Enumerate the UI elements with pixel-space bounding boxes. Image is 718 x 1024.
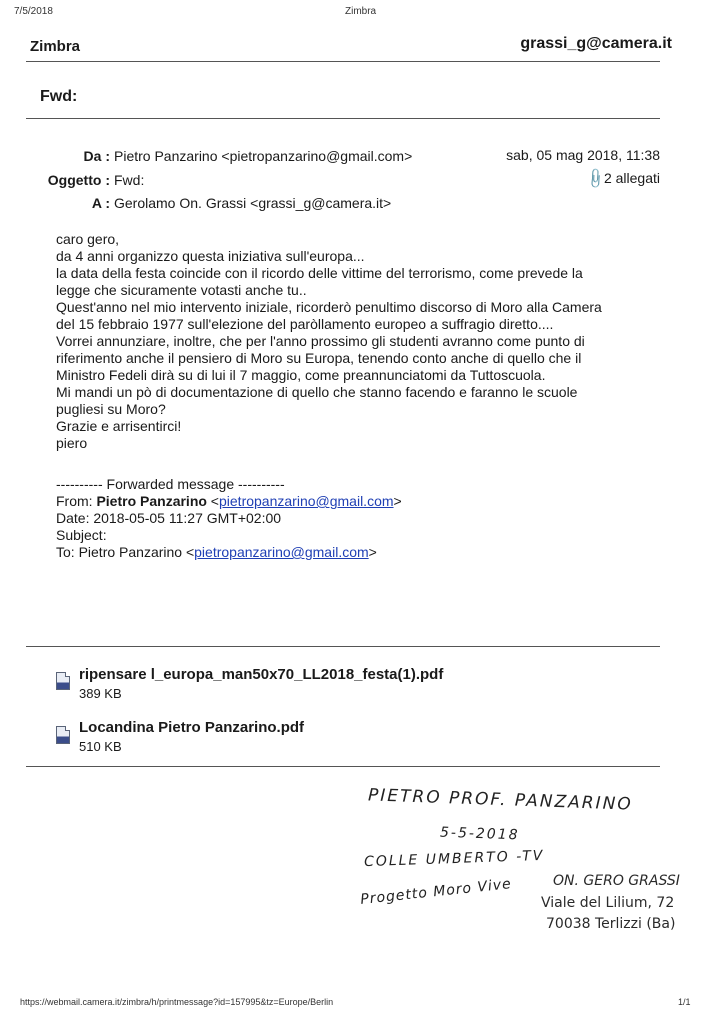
handwritten-project: Progetto Moro Vive bbox=[359, 876, 513, 908]
attachment-name-link[interactable]: ripensare l_europa_man50x70_LL2018_festa(1).pdf bbox=[79, 666, 444, 683]
header-divider bbox=[26, 61, 660, 62]
to-value: Gerolamo On. Grassi <grassi_g@camera.it> bbox=[114, 195, 392, 211]
body-line: caro gero, bbox=[56, 231, 120, 247]
body-line: Grazie e arrisentirci! bbox=[56, 418, 182, 434]
forwarded-to-close: > bbox=[368, 544, 377, 560]
forwarded-separator: ---------- Forwarded message ---------- bbox=[56, 476, 285, 492]
account-email: grassi_g@camera.it bbox=[520, 35, 672, 52]
body-line: Mi mandi un pò di documentazione di quello che stanno facendo e faranno le scuole bbox=[56, 384, 578, 400]
body-line: riferimento anche il pensiero di Moro su Europa, tenendo conto anche di quello che il bbox=[56, 350, 582, 366]
attachments-divider-top bbox=[26, 646, 660, 647]
print-date: 7/5/2018 bbox=[14, 6, 53, 17]
handwritten-date: 5-5-2018 bbox=[439, 824, 520, 844]
forwarded-from bbox=[56, 493, 402, 510]
attachment-name-link[interactable]: Locandina Pietro Panzarino.pdf bbox=[79, 719, 305, 736]
stamp-city: 70038 Terlizzi (Ba) bbox=[546, 916, 676, 932]
body-line: Ministro Fedeli dirà su di lui il 7 maggio, come preannunciatomi da Tuttoscuola. bbox=[56, 367, 546, 383]
forwarded-from-close: > bbox=[393, 493, 402, 509]
message-body bbox=[56, 231, 602, 452]
subject-label: Oggetto : bbox=[47, 172, 110, 188]
forwarded-from-label: From: bbox=[56, 493, 97, 509]
subject-title: Fwd: bbox=[40, 88, 78, 105]
pdf-file-icon bbox=[56, 726, 70, 744]
to-label: A : bbox=[91, 195, 110, 211]
forwarded-date: Date: 2018-05-05 11:27 GMT+02:00 bbox=[56, 510, 282, 526]
print-title: Zimbra bbox=[345, 6, 377, 17]
forwarded-from-name: Pietro Panzarino bbox=[96, 493, 207, 509]
body-line: pugliesi su Moro? bbox=[56, 401, 166, 417]
body-line: la data della festa coincide con il ricordo delle vittime del terrorismo, come prevede la bbox=[56, 265, 583, 281]
stamp-name: ON. GERO GRASSI bbox=[553, 873, 680, 889]
subject-value: Fwd: bbox=[114, 172, 145, 188]
stamp-street: Viale del Lilium, 72 bbox=[541, 895, 675, 911]
forwarded-to-email-link[interactable]: pietropanzarino@gmail.com bbox=[194, 544, 369, 560]
body-line: del 15 febbraio 1977 sull'elezione del paròllamento europeo a suffragio diretto.... bbox=[56, 316, 554, 332]
body-line: piero bbox=[56, 435, 88, 451]
forwarded-block bbox=[56, 476, 402, 561]
forwarded-to bbox=[56, 544, 402, 561]
from-value: Pietro Panzarino <pietropanzarino@gmail.com> bbox=[114, 148, 413, 164]
footer-page-number: 1/1 bbox=[678, 997, 691, 1007]
attachment-size: 510 KB bbox=[79, 739, 122, 754]
attachments-divider-bottom bbox=[26, 766, 660, 767]
from-label: Da : bbox=[83, 148, 110, 164]
body-line: da 4 anni organizzo questa iniziativa sull'europa... bbox=[56, 248, 365, 264]
handwritten-name: PIETRO PROF. PANZARINO bbox=[367, 785, 634, 815]
attachments-count: 2 allegati bbox=[603, 170, 660, 186]
subject-divider bbox=[26, 118, 660, 119]
forwarded-subject: Subject: bbox=[56, 527, 107, 543]
body-line: Vorrei annunziare, inoltre, che per l'anno prossimo gli studenti avranno come punto di bbox=[56, 333, 585, 349]
app-name: Zimbra bbox=[30, 38, 81, 55]
footer-url: https://webmail.camera.it/zimbra/h/printmessage?id=157995&tz=Europe/Berlin bbox=[20, 997, 334, 1007]
message-date: sab, 05 mag 2018, 11:38 bbox=[506, 147, 660, 163]
forwarded-to-prefix: To: Pietro Panzarino < bbox=[56, 544, 195, 560]
paperclip-icon: 📎 bbox=[583, 166, 608, 190]
forwarded-from-email-link[interactable]: pietropanzarino@gmail.com bbox=[219, 493, 394, 509]
handwritten-place: COLLE UMBERTO -TV bbox=[363, 847, 545, 871]
forwarded-from-open: < bbox=[206, 493, 219, 509]
attachment-size: 389 KB bbox=[79, 686, 122, 701]
body-line: Quest'anno nel mio intervento iniziale, ricorderò penultimo discorso di Moro alla Camera bbox=[56, 299, 602, 315]
attachments-indicator[interactable] bbox=[583, 166, 660, 190]
pdf-file-icon bbox=[56, 672, 70, 690]
body-line: legge che sicuramente votasti anche tu.. bbox=[56, 282, 307, 298]
